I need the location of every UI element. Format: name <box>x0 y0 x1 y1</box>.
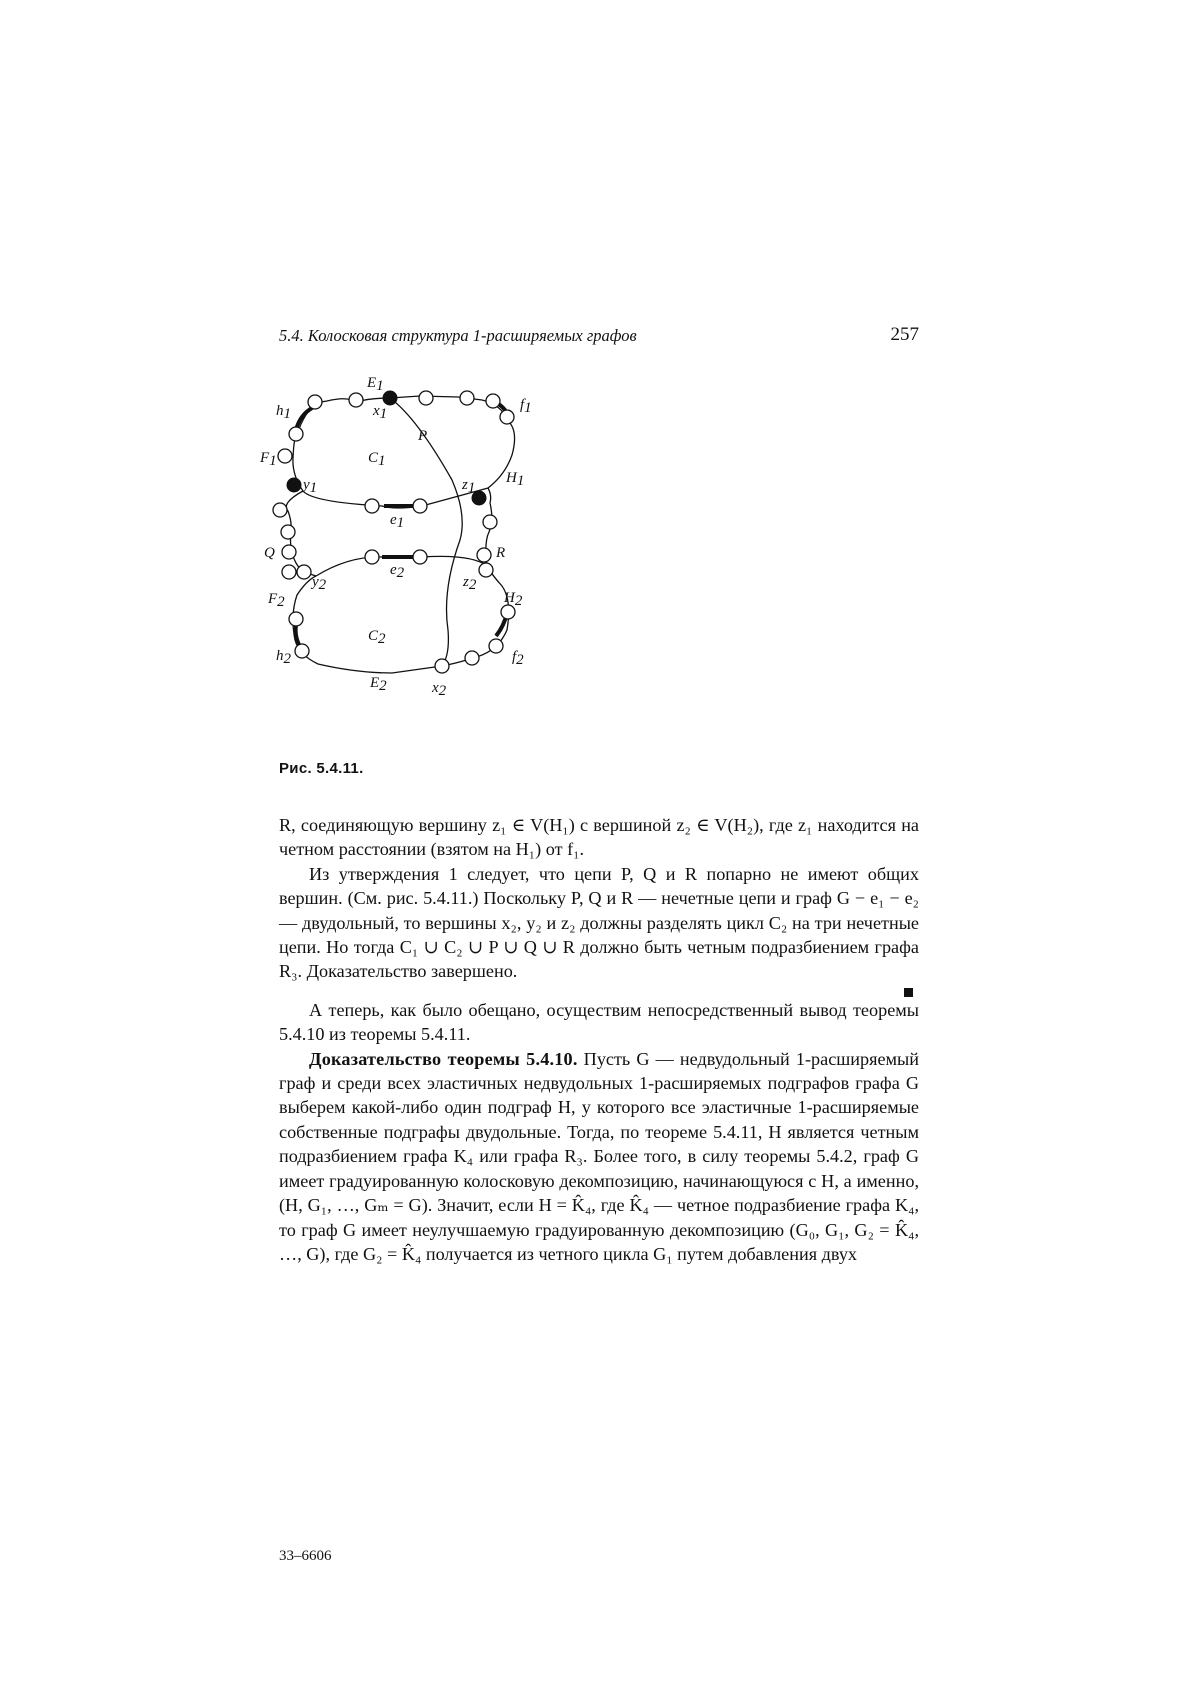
graph-diagram <box>260 370 572 740</box>
vertex <box>297 565 311 579</box>
label-e1: e1 <box>390 512 405 531</box>
vertex-x1 <box>383 391 397 405</box>
label-e1-top: E1 <box>367 375 384 394</box>
vertex <box>365 499 379 513</box>
main-text <box>279 813 919 1266</box>
label-e2: e2 <box>390 562 405 581</box>
label-h1-upper: H1 <box>506 470 525 489</box>
vertex <box>479 563 493 577</box>
vertex <box>289 427 303 441</box>
vertex <box>281 525 295 539</box>
label-r: R <box>496 545 506 561</box>
vertex <box>273 503 287 517</box>
label-h2-upper: H2 <box>504 590 523 609</box>
vertex <box>349 393 363 407</box>
label-h1: h1 <box>276 403 291 422</box>
vertex <box>282 565 296 579</box>
label-p: P <box>418 428 428 444</box>
vertex <box>278 449 292 463</box>
label-h2: h2 <box>276 648 291 667</box>
label-e2-bottom: E2 <box>370 675 387 694</box>
label-y1: y1 <box>303 477 318 496</box>
vertex <box>413 550 427 564</box>
figure-graph <box>260 370 572 740</box>
running-title: 5.4. Колосковая структура 1-расширяемых графов <box>279 326 637 345</box>
proof-text: Пусть G — недвудольный 1-расширяемый граф и среди всех эластичных недвудольных 1-расширяемых подграфов графа G выберем какой-либо один подграф H, у которого все эластичные 1-расширяемые собственные подграфы двудольные. Тогда, по теореме 5.4.11, H является четным подразбиением графа K₄ или графа R₃. Более того, в силу теоремы 5.4.2, граф G имеет градуированную колосковую декомпозицию, начинающуюся с H, а именно, (H, G₁, …, Gₘ = G). Значит, если H = K̂₄, где K̂₄ — четное подразбиение графа K₄, то граф G имеет неулучшаемую градуированную декомпозицию (G₀, G₁, G₂ = K̂₄, …, G), где G₂ = K̂₄ получается из четного цикла G₁ путем добавления двух <box>279 1048 919 1264</box>
proof-heading: Доказательство теоремы 5.4.10. <box>309 1048 578 1069</box>
label-f2-upper: F2 <box>268 591 285 610</box>
vertex <box>500 410 514 424</box>
vertex <box>282 545 296 559</box>
label-q: Q <box>264 545 275 561</box>
vertex <box>483 515 497 529</box>
figure-caption: Рис. 5.4.11. <box>279 760 364 777</box>
vertex-y1 <box>287 478 301 492</box>
vertex <box>413 499 427 513</box>
label-x1: x1 <box>373 403 388 422</box>
vertex <box>501 605 515 619</box>
label-x2: x2 <box>432 680 447 699</box>
vertex <box>486 394 500 408</box>
vertex <box>465 651 479 665</box>
page-number: 257 <box>890 324 919 345</box>
label-z2: z2 <box>463 574 477 593</box>
vertex <box>489 639 503 653</box>
label-z1: z1 <box>462 477 476 496</box>
paragraph: Из утверждения 1 следует, что цепи P, Q и R попарно не имеют общих вершин. (См. рис. 5.4.11.) Поскольку P, Q и R — нечетные цепи и граф G − e₁ − e₂ — двудольный, то вершины x₂, y₂ и z₂ должны разделять цикл C₂ на три нечетные цепи. Но тогда C₁ ∪ C₂ ∪ P ∪ Q ∪ R должно быть четным подразбиением графа R₃. Доказательство завершено. <box>279 863 919 982</box>
label-f1: f1 <box>520 397 532 416</box>
vertex <box>435 659 449 673</box>
printer-signature: 33–6606 <box>279 1548 332 1564</box>
vertex <box>419 391 433 405</box>
vertex <box>289 612 303 626</box>
label-y2: y2 <box>312 574 327 593</box>
qed-square-icon <box>904 988 913 997</box>
paragraph: А теперь, как было обещано, осуществим непосредственный вывод теоремы 5.4.10 из теоремы 5.4.11. <box>279 999 919 1045</box>
vertex <box>295 644 309 658</box>
running-header <box>279 326 919 350</box>
paragraph <box>279 1047 919 1267</box>
label-c2: C2 <box>368 628 386 647</box>
vertex <box>460 391 474 405</box>
label-f2: f2 <box>512 649 524 668</box>
label-c1: C1 <box>368 450 386 469</box>
label-f1-upper: F1 <box>260 450 277 469</box>
vertex <box>308 395 322 409</box>
vertex <box>365 550 379 564</box>
vertex <box>477 548 491 562</box>
paragraph: R, соединяющую вершину z₁ ∈ V(H₁) с вершиной z₂ ∈ V(H₂), где z₁ находится на четном расстоянии (взятом на H₁) от f₁. <box>279 815 919 860</box>
